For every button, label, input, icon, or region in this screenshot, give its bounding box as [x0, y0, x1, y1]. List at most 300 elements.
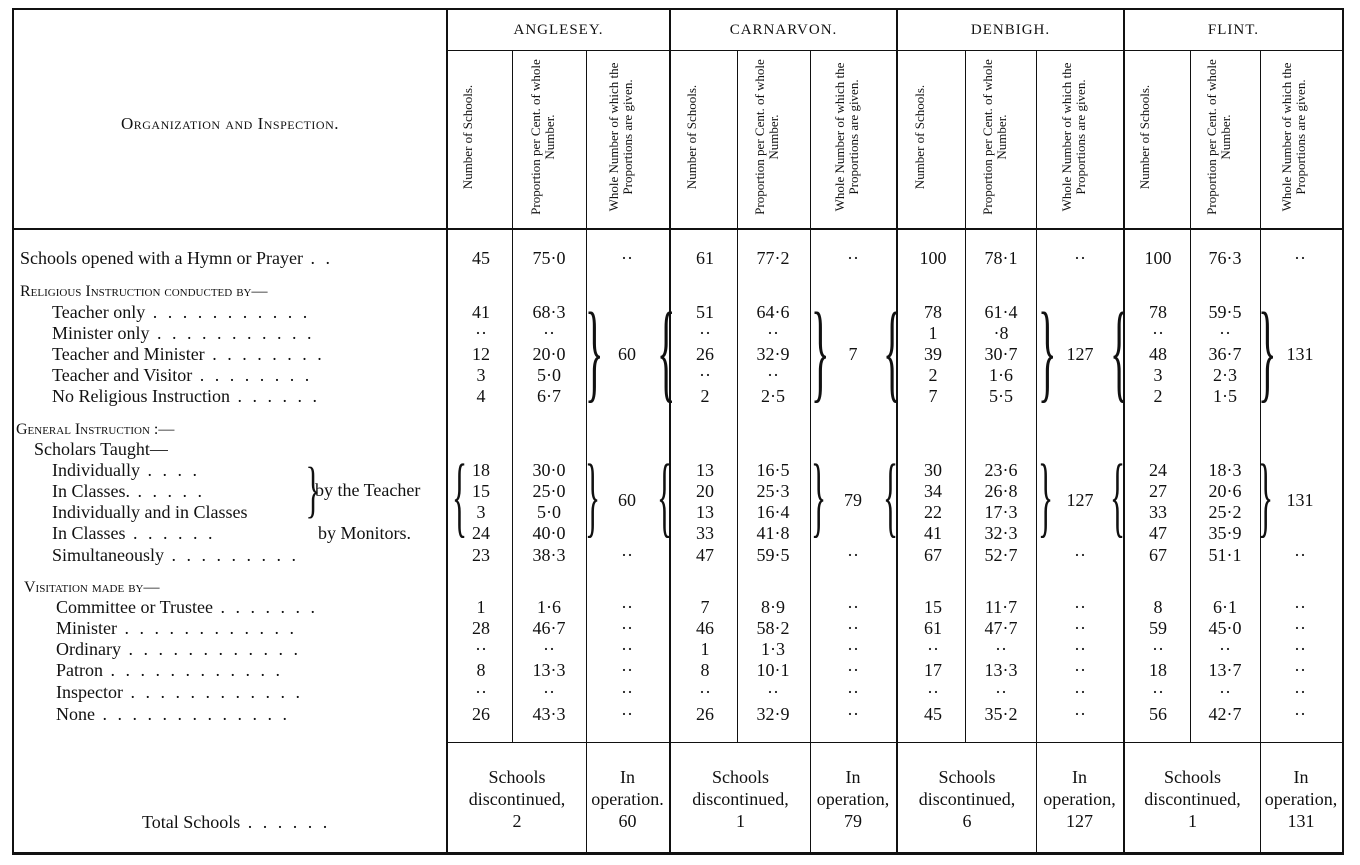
table-title: Organization and Inspection. [120, 114, 339, 133]
operation-count: 60 [618, 811, 637, 831]
cell: ·· [621, 704, 633, 724]
in-operation [810, 766, 896, 832]
cell: 11·7 [984, 597, 1018, 617]
row-label-indiv-classes: Individually and in Classes [52, 502, 248, 522]
cell: 68·3 [532, 302, 566, 322]
cell: 41·8 [756, 523, 790, 543]
cell: ·· [1074, 660, 1086, 680]
leader-dots: . . . . . [130, 481, 205, 501]
column-heading: Whole Number of which the Proportions are given. [606, 62, 635, 212]
row-label-text: Teacher only [52, 302, 146, 322]
cell: ·· [1294, 545, 1306, 565]
column-heading: Number of Schools. [684, 84, 699, 190]
border-top [12, 8, 1344, 10]
cell: ·· [475, 682, 487, 702]
cell: ·· [847, 618, 859, 638]
cell: 1 [928, 323, 938, 343]
cell: 23·6 [984, 460, 1018, 480]
cell: 75·0 [532, 248, 566, 268]
cell: 59·5 [756, 545, 790, 565]
by-teacher-label: by the Teacher [315, 480, 421, 500]
cell: 42·7 [1208, 704, 1242, 724]
discontinued-label-2: discontinued, [918, 789, 1016, 809]
cell: 100 [919, 248, 947, 268]
row-label-text: Schools opened with a Hymn or Prayer [20, 248, 303, 268]
cell: ·· [1074, 618, 1086, 638]
cell: ·· [1074, 248, 1086, 268]
cell: ·· [847, 597, 859, 617]
cell: ·· [699, 323, 711, 343]
cell: 59 [1149, 618, 1167, 638]
leader-dots: . . . . . . . . . . . . . [95, 704, 290, 724]
cell: ·· [767, 365, 779, 385]
operation-label-1: In [1293, 767, 1309, 787]
discontinued-count: 1 [1188, 811, 1197, 831]
row-label-ordinary [56, 639, 301, 659]
schools-discontinued [1125, 766, 1260, 832]
county-denbigh: DENBIGH. [970, 22, 1051, 38]
discontinued-label-2: discontinued, [1144, 789, 1241, 809]
cell: 30 [924, 460, 942, 480]
leader-dots: . . . . . . [230, 386, 320, 406]
cell: ·· [621, 682, 633, 702]
cell: 59·5 [1208, 302, 1242, 322]
row-label-total [142, 812, 330, 832]
brace: { [1110, 447, 1126, 546]
cell: 47 [1149, 523, 1167, 543]
cell: 1·3 [761, 639, 785, 659]
cell: ·· [475, 323, 487, 343]
cell: 34 [924, 481, 942, 501]
row-label-text: Ordinary [56, 639, 121, 659]
brace: { [452, 447, 468, 546]
row-label-text: Religious Instruction conducted by— [20, 283, 268, 300]
cell: 26 [696, 704, 714, 724]
cell: 47·7 [984, 618, 1018, 638]
cell: 32·3 [984, 523, 1018, 543]
cell: 17·3 [984, 502, 1018, 522]
row-label-text: Committee or Trustee [56, 597, 213, 617]
row-label-text: Scholars Taught— [34, 439, 168, 459]
cell: 27 [1149, 481, 1167, 501]
cell: 18·3 [1208, 460, 1242, 480]
cell: 33 [1149, 502, 1167, 522]
cell: 6·1 [1213, 597, 1237, 617]
column-heading: Number of Schools. [1137, 84, 1152, 190]
leader-dots: . . . . . . [125, 523, 216, 543]
cell: 24 [1149, 460, 1167, 480]
row-label-committee [56, 597, 318, 617]
leader-dots: . . . . . . . . . [164, 545, 299, 565]
cell: ·8 [993, 323, 1009, 343]
cell: 5·0 [537, 502, 561, 522]
religious-whole-number: 131 [1286, 344, 1314, 364]
cell: 1·5 [1213, 386, 1237, 406]
subdivider [737, 50, 738, 742]
column-heading: Proportion per Cent. of whole Number. [980, 59, 1009, 215]
cell: 76·3 [1208, 248, 1242, 268]
cell: ·· [847, 682, 859, 702]
cell: ·· [1074, 639, 1086, 659]
cell: ·· [475, 639, 487, 659]
cell: 1·6 [537, 597, 561, 617]
operation-count: 79 [844, 811, 862, 831]
divider-anglesey [669, 8, 671, 855]
row-label-none [56, 704, 290, 724]
cell: ·· [1294, 618, 1306, 638]
cell: 32·9 [756, 344, 790, 364]
header-rule [12, 228, 1344, 230]
cell: 18 [1149, 660, 1167, 680]
operation-label-1: In [845, 767, 861, 787]
leader-dots: . . . . . . [240, 812, 331, 832]
cell: ·· [847, 660, 859, 680]
row-label-text: In Classes [52, 523, 126, 543]
row-label-teacher-only [52, 302, 310, 322]
brace: } [585, 290, 604, 412]
brace: { [1110, 290, 1129, 412]
in-operation [586, 766, 669, 832]
discontinued-label-1: Schools [1163, 767, 1221, 787]
operation-label-1: In [620, 767, 635, 787]
religious-whole-number: 60 [618, 344, 636, 364]
cell: 46·7 [532, 618, 566, 638]
cell: 78 [924, 302, 942, 322]
cell: 13·3 [984, 660, 1018, 680]
row-label-individually [52, 460, 200, 480]
general-whole-number: 131 [1286, 490, 1314, 510]
cell: ·· [1294, 660, 1306, 680]
cell: 16·5 [756, 460, 790, 480]
cell: 15 [924, 597, 942, 617]
brace: } [1038, 290, 1057, 412]
border-right [1342, 8, 1344, 855]
leader-dots: . . . . . . . . . . . [149, 323, 315, 343]
cell: 46 [696, 618, 714, 638]
cell: ·· [543, 682, 555, 702]
cell: 52·7 [984, 545, 1018, 565]
row-label-text: Patron [56, 660, 103, 680]
cell: 26·8 [984, 481, 1018, 501]
row-label-hymn [20, 248, 333, 268]
cell: 45 [924, 704, 942, 724]
discontinued-count: 1 [736, 811, 745, 831]
cell: 3 [1153, 365, 1163, 385]
row-label-text: Teacher and Visitor [52, 365, 193, 385]
cell: 2·5 [761, 386, 785, 406]
cell: 10·1 [756, 660, 790, 680]
by-monitors-label: by Monitors. [318, 523, 412, 543]
row-label-simultaneously [52, 545, 299, 565]
general-whole-number: 60 [618, 490, 636, 510]
cell: ·· [1152, 639, 1164, 659]
cell: ·· [699, 365, 711, 385]
column-heading: Number of Schools. [460, 84, 475, 190]
row-label-text: Visitation made by— [24, 579, 160, 596]
cell: 1·6 [989, 365, 1013, 385]
subdivider [1036, 50, 1037, 855]
cell: ·· [847, 248, 859, 268]
county-underline-2 [671, 50, 896, 51]
cell: 61·4 [984, 302, 1018, 322]
leader-dots: . . . . [140, 460, 200, 480]
cell: 13·7 [1208, 660, 1242, 680]
row-label-text: No Religious Instruction [52, 386, 230, 406]
cell: 13·3 [532, 660, 566, 680]
operation-count: 127 [1066, 811, 1093, 831]
row-label-teacher-visitor [52, 365, 312, 385]
religious-whole-number: 127 [1066, 344, 1094, 364]
cell: ·· [1294, 682, 1306, 702]
cell: 20·6 [1208, 481, 1242, 501]
schools-discontinued [448, 766, 586, 832]
column-heading: Number of Schools. [912, 84, 927, 190]
cell: ·· [767, 323, 779, 343]
cell: 40·0 [532, 523, 566, 543]
cell: 61 [696, 248, 714, 268]
row-label-inspector [56, 682, 303, 702]
cell: 6·7 [537, 386, 561, 406]
cell: 41 [472, 302, 490, 322]
cell: ·· [543, 323, 555, 343]
cell: ·· [1074, 682, 1086, 702]
row-label-in-classes2 [52, 523, 216, 543]
cell: ·· [847, 639, 859, 659]
cell: 78 [1149, 302, 1167, 322]
row-label-religious [20, 280, 268, 302]
cell: 36·7 [1208, 344, 1242, 364]
cell: 51 [696, 302, 714, 322]
row-label-visitation [24, 576, 160, 598]
operation-label-1: In [1072, 767, 1087, 787]
cell: ·· [927, 639, 939, 659]
leader-dots: . . . . . . . . [192, 365, 313, 385]
subdivider [965, 50, 966, 742]
cell: 30·0 [532, 460, 566, 480]
cell: 7 [700, 597, 710, 617]
county-underline-3 [898, 50, 1123, 51]
cell: 16·4 [756, 502, 790, 522]
leader-dots: . . . . . . . . . . . . [122, 682, 303, 702]
cell: 33 [696, 523, 714, 543]
general-whole-number: 79 [844, 490, 862, 510]
discontinued-label-2: discontinued, [468, 789, 566, 809]
cell: 67 [924, 545, 942, 565]
cell: ·· [995, 639, 1007, 659]
county-underline-4 [1125, 50, 1342, 51]
cell: 20 [696, 481, 714, 501]
cell: 2 [928, 365, 938, 385]
row-label-general [16, 418, 174, 440]
schools-discontinued [898, 766, 1036, 832]
cell: ·· [847, 545, 859, 565]
cell: 28 [472, 618, 490, 638]
cell: ·· [1152, 323, 1164, 343]
county-carnarvon: CARNARVON. [729, 22, 838, 38]
brace-right: } [305, 456, 321, 524]
cell: 5·5 [989, 386, 1013, 406]
cell: 67 [1149, 545, 1167, 565]
cell: ·· [1074, 704, 1086, 724]
row-label-in-classes [52, 481, 205, 501]
discontinued-label-2: discontinued, [692, 789, 789, 809]
brace: { [883, 447, 899, 546]
cell: 30·7 [984, 344, 1018, 364]
cell: 51·1 [1208, 545, 1242, 565]
row-label-scholars [34, 439, 168, 459]
cell: 3 [476, 502, 486, 522]
cell: ·· [1152, 682, 1164, 702]
leader-dots: . . . . . . . [213, 597, 318, 617]
row-label-minister-only [52, 323, 315, 343]
row-label-no-religious [52, 386, 320, 406]
cell: 58·2 [756, 618, 790, 638]
cell: 25·3 [756, 481, 790, 501]
county-underline-1 [448, 50, 669, 51]
row-label-text: None [56, 704, 95, 724]
brace: } [811, 447, 827, 546]
cell: ·· [1219, 639, 1231, 659]
column-heading: Whole Number of which the Proportions are given. [1059, 62, 1088, 212]
brace: { [883, 290, 902, 412]
cell: 25·0 [532, 481, 566, 501]
cell: 8 [476, 660, 486, 680]
brace: } [811, 290, 830, 412]
cell: 13 [696, 502, 714, 522]
brace: } [1258, 447, 1274, 546]
column-heading: Whole Number of which the Proportions are given. [1279, 62, 1308, 212]
row-label-text: Simultaneously [52, 545, 164, 565]
cell: 8·9 [761, 597, 785, 617]
cell: 78·1 [984, 248, 1018, 268]
cell: 61 [924, 618, 942, 638]
divider-denbigh [1123, 8, 1125, 855]
leader-dots: . . . . . . . . . . . . [117, 618, 297, 638]
row-label-teacher-minister [52, 344, 325, 364]
brace: { [657, 447, 673, 546]
cell: 23 [472, 545, 490, 565]
cell: 1 [476, 597, 486, 617]
cell: 41 [924, 523, 942, 543]
county-flint: FLINT. [1207, 22, 1260, 38]
divider-label [446, 8, 448, 855]
cell: 13 [696, 460, 714, 480]
cell: 22 [924, 502, 942, 522]
cell: 48 [1149, 344, 1167, 364]
cell: ·· [543, 639, 555, 659]
cell: ·· [1294, 704, 1306, 724]
operation-count: 131 [1287, 811, 1315, 831]
cell: 15 [472, 481, 490, 501]
divider-carnarvon [896, 8, 898, 855]
cell: 38·3 [532, 545, 566, 565]
cell: 2 [700, 386, 710, 406]
row-label-text: Minister only [52, 323, 150, 343]
cell: 45 [472, 248, 490, 268]
cell: ·· [1294, 248, 1306, 268]
leader-dots: . . [302, 248, 333, 268]
cell: ·· [699, 682, 711, 702]
in-operation [1260, 766, 1342, 832]
discontinued-label-1: Schools [938, 767, 996, 787]
column-heading: Whole Number of which the Proportions are given. [832, 62, 861, 212]
discontinued-label-1: Schools [488, 767, 546, 787]
cell: 17 [924, 660, 942, 680]
leader-dots: . . . . . . . . . . . . [103, 660, 283, 680]
brace: } [1258, 290, 1277, 412]
cell: 77·2 [756, 248, 790, 268]
cell: 26 [696, 344, 714, 364]
column-heading: Proportion per Cent. of whole Number. [752, 59, 781, 215]
operation-label-2: operation, [1043, 789, 1116, 809]
cell: 2·3 [1213, 365, 1237, 385]
leader-dots: . . . . . . . . . . . . [120, 639, 301, 659]
cell: 25·2 [1208, 502, 1242, 522]
brace: } [1038, 447, 1054, 546]
cell: ·· [1219, 323, 1231, 343]
cell: 8 [1153, 597, 1163, 617]
cell: ·· [1074, 545, 1086, 565]
cell: ·· [621, 597, 633, 617]
leader-dots: . . . . . . . . . . . [145, 302, 311, 322]
discontinued-count: 6 [962, 811, 972, 831]
column-heading: Proportion per Cent. of whole Number. [528, 59, 557, 215]
cell: ·· [847, 704, 859, 724]
religious-whole-number: 7 [848, 344, 858, 364]
brace: { [657, 290, 676, 412]
cell: 100 [1144, 248, 1172, 268]
cell: ·· [621, 545, 633, 565]
row-label-text: Individually [52, 460, 140, 480]
cell: 3 [476, 365, 486, 385]
row-label-patron [56, 660, 283, 680]
discontinued-count: 2 [512, 811, 522, 831]
cell: ·· [1294, 639, 1306, 659]
cell: ·· [621, 618, 633, 638]
cell: 64·6 [756, 302, 790, 322]
row-label-text: Total Schools [142, 812, 241, 832]
cell: 18 [472, 460, 490, 480]
cell: ·· [621, 639, 633, 659]
brace: } [585, 447, 601, 546]
cell: 39 [924, 344, 942, 364]
cell: ·· [1074, 597, 1086, 617]
cell: 45·0 [1208, 618, 1242, 638]
row-label-text: Teacher and Minister [52, 344, 205, 364]
cell: 35·9 [1208, 523, 1242, 543]
cell: ·· [621, 660, 633, 680]
cell: 35·2 [984, 704, 1018, 724]
county-anglesey: ANGLESEY. [513, 22, 604, 38]
subdivider [1190, 50, 1191, 742]
border-bottom [12, 852, 1344, 855]
cell: ·· [1219, 682, 1231, 702]
cell: 20·0 [532, 344, 566, 364]
operation-label-2: operation, [1264, 789, 1338, 809]
cell: 56 [1149, 704, 1167, 724]
cell: ·· [621, 248, 633, 268]
cell: 5·0 [537, 365, 561, 385]
cell: ·· [995, 682, 1007, 702]
in-operation [1036, 766, 1123, 832]
cell: 47 [696, 545, 714, 565]
operation-label-2: operation. [591, 789, 664, 809]
row-label-text: General Instruction :— [16, 421, 175, 438]
border-left [12, 8, 14, 855]
operation-label-2: operation, [816, 789, 890, 809]
cell: 4 [476, 386, 486, 406]
row-label-text: In Classes. [52, 481, 130, 501]
